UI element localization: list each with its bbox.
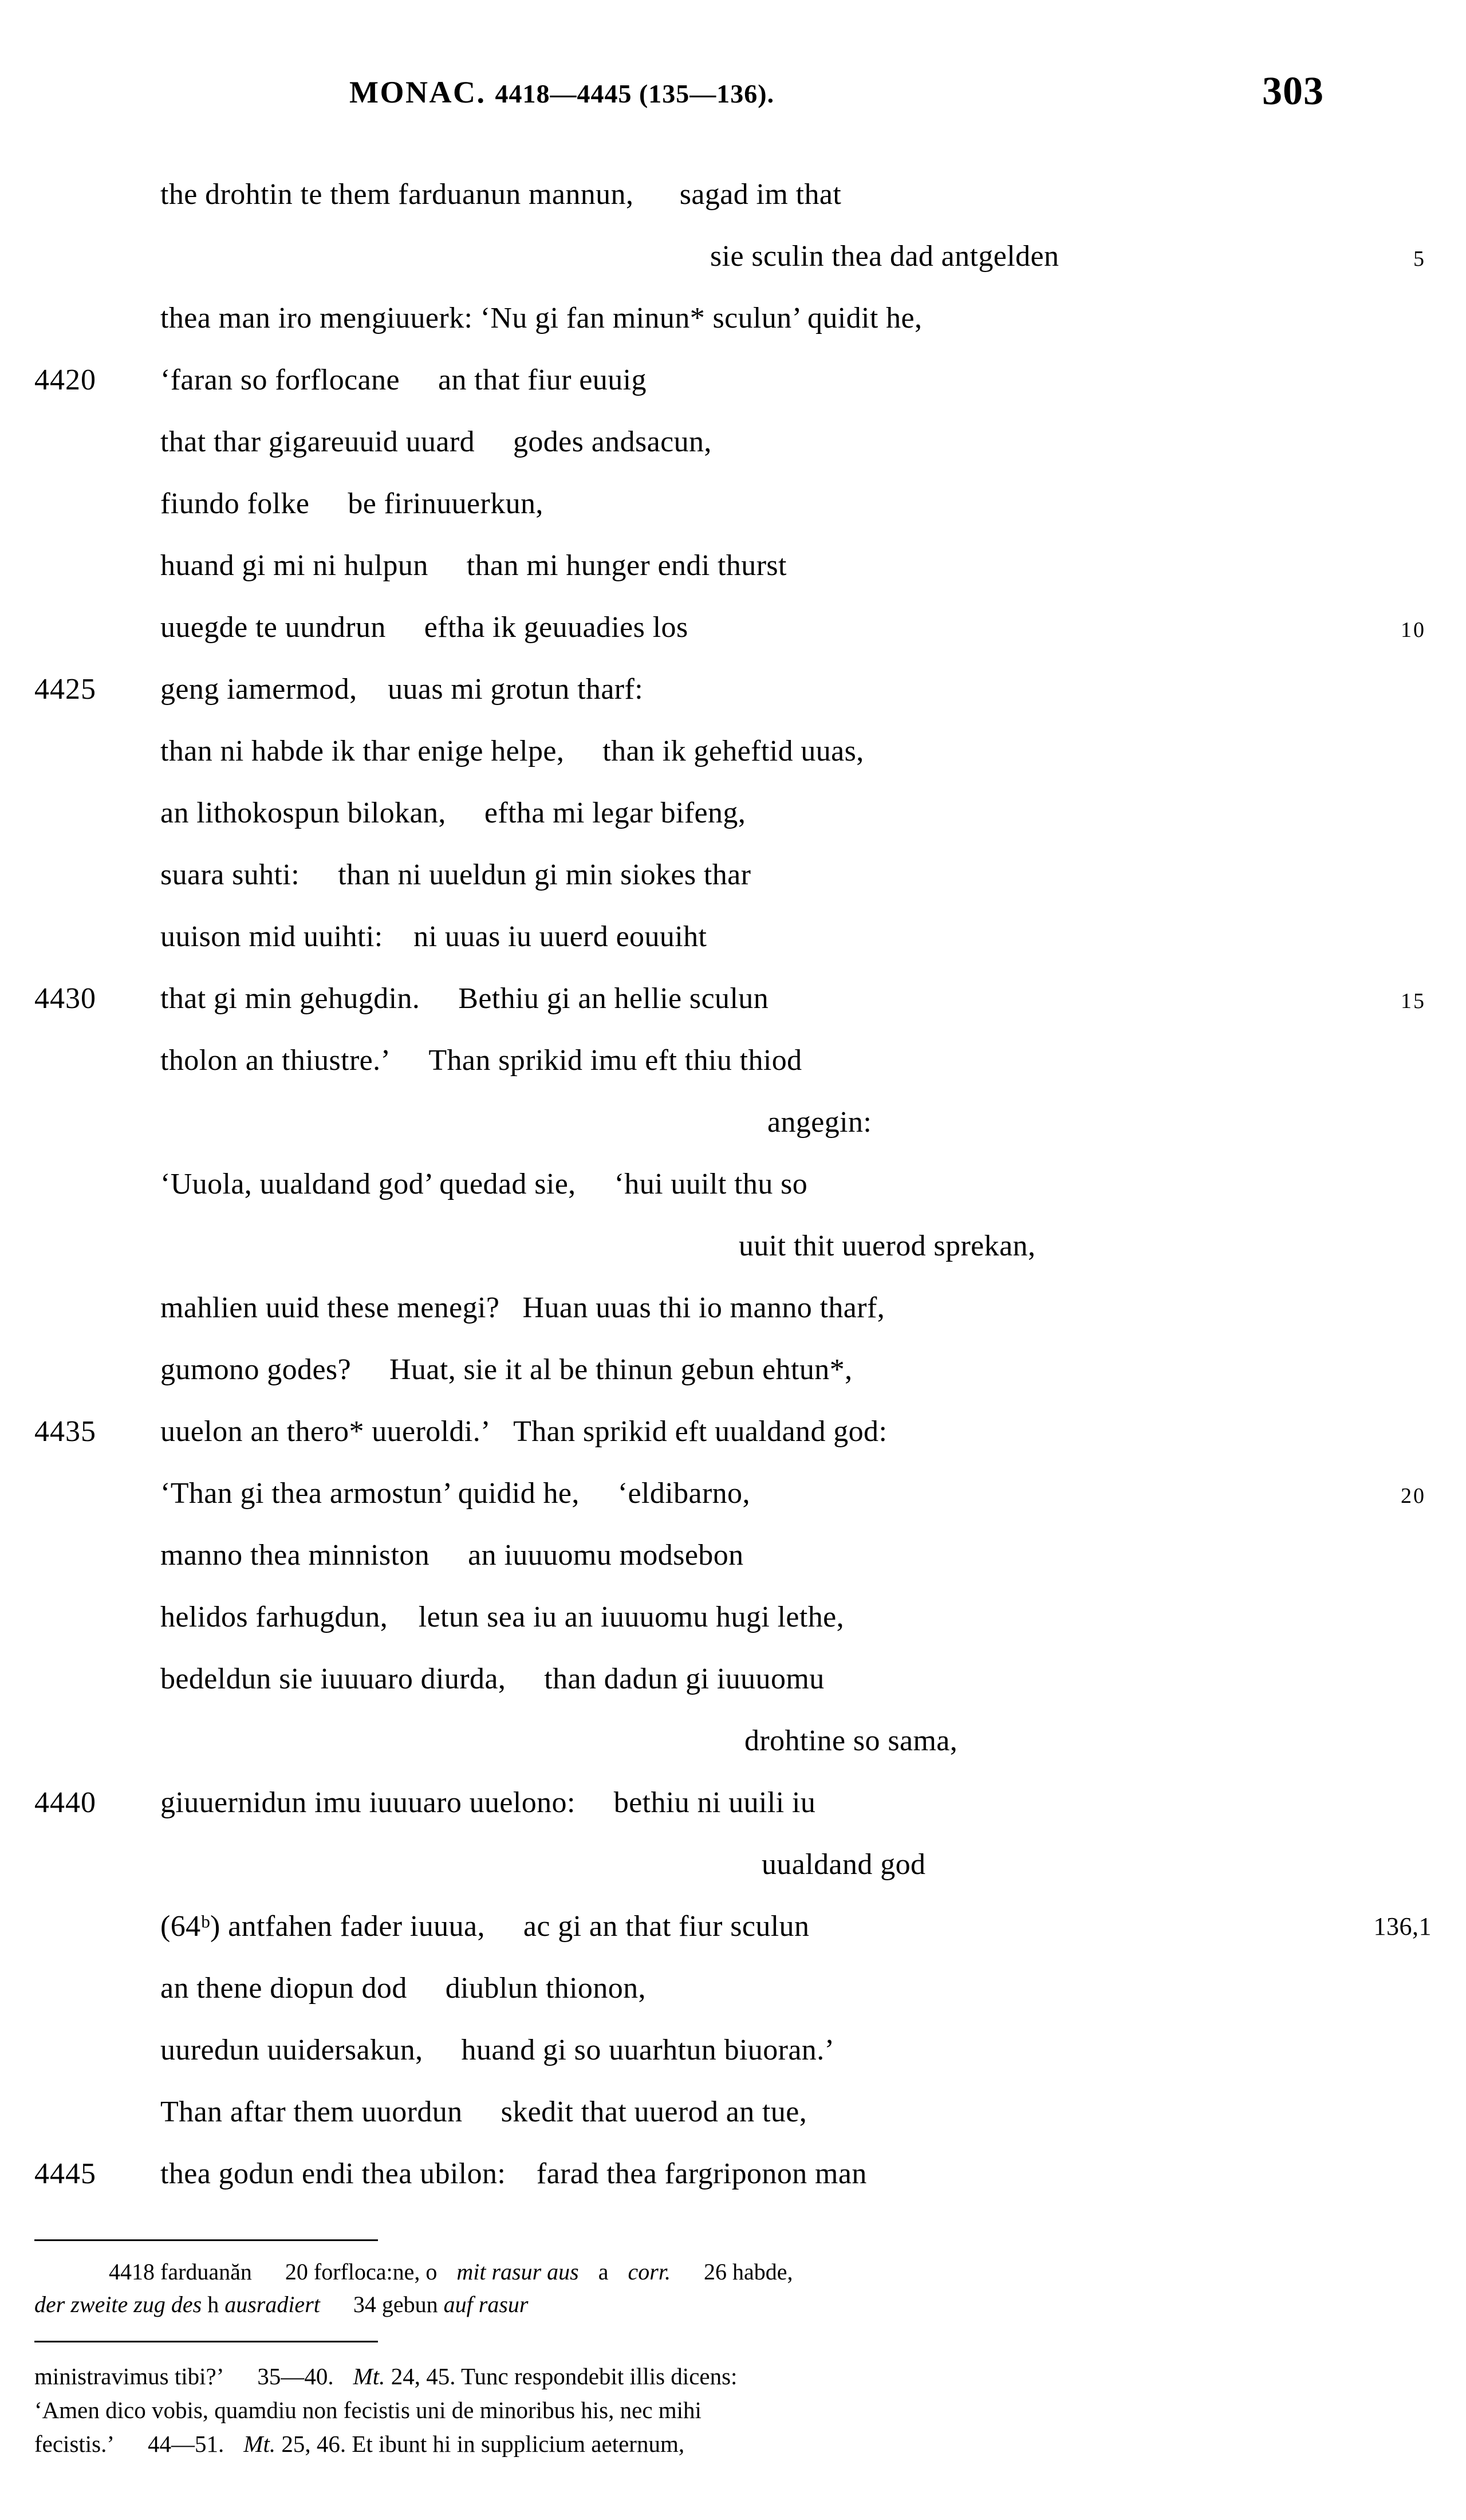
verse-text: giuuernidun imu iuuuaro uuelono: bethiu ni uuili iu [160,1786,816,1819]
verse-number: 4425 [34,673,96,706]
verse-line [34,301,1363,363]
running-title [349,74,774,110]
verse-line [34,2095,1363,2157]
verse-text: an thene diopun dod diublun thionon, [160,1972,646,2005]
verse-line [34,611,1426,672]
variant-corr: corr. [628,2259,671,2285]
page-header [0,69,1466,143]
apparatus-sources-line-2: ‘Amen dico vobis, quamdiu non fecistis uni de minoribus his, nec mihi [34,2397,702,2424]
variant-26: 26 habde, [703,2259,793,2285]
apparatus-rule-top [34,2239,378,2241]
verse-line [34,982,1426,1044]
verse-line [34,2033,1363,2095]
variant-4418: 4418 farduanăn [109,2259,252,2285]
verse-text: mahlien uuid these menegi? Huan uuas thi io manno tharf, [160,1292,885,1324]
verse-number: 4420 [34,364,96,396]
verse-text: sie sculin thea dad antgelden [710,240,1059,273]
verse-text: suara suhti: than ni uueldun gi min siokes thar [160,859,751,891]
apparatus-variants [0,2256,1466,2321]
apparatus-variants-line-1 [34,2256,1397,2289]
variant-letter-h: h [207,2291,219,2317]
verse-line [34,920,1363,982]
page-number: 303 [1262,69,1324,113]
verse-line [34,549,1363,611]
verse-line [34,1044,1363,1105]
margin-line-number: 20 [1401,1484,1426,1508]
verse-line [34,1105,1363,1167]
apparatus-sources-line-1 [34,2360,1403,2393]
verse-line [34,2157,1363,2219]
source-ministravimus: ministravimus tibi?’ [34,2362,224,2389]
manuscript-folio-marker: 136,1 [1373,1912,1432,1940]
verse-text: uuredun uuidersakun, huand gi so uuarhtun biuoran.’ [160,2034,835,2066]
margin-line-number: 10 [1401,618,1426,642]
running-title-main: MONAC. [349,75,486,109]
apparatus-sources [0,2360,1466,2462]
variant-34: 34 gebun [353,2291,438,2317]
variant-note-zweite-zug: der zweite zug des [34,2291,202,2317]
verse-text: than ni habde ik thar enige helpe, than ik geheftid uuas, [160,735,864,767]
verse-line [34,734,1363,796]
verse-text: ‘Uuola, uualdand god’ quedad sie, ‘hui uuilt thu so [160,1168,808,1200]
apparatus-sources-line-3 [34,2427,1403,2461]
verse-text: an lithokospun bilokan, eftha mi legar bifeng, [160,797,746,829]
verse-text: the drohtin te them farduanun mannun, sagad im that [160,178,842,211]
verse-line [34,239,1426,301]
variant-note-auf-rasur: auf rasur [443,2291,529,2317]
verse-text: thea man iro mengiuuerk: ‘Nu gi fan minun* sculun’ quidit he, [160,302,923,334]
verse-line [34,1415,1363,1476]
verse-text: thea godun endi thea ubilon: farad thea fargriponon man [160,2157,867,2190]
verse-number: 4440 [34,1786,96,1819]
verse-line [34,796,1363,858]
verse-text: that gi min gehugdin. Bethiu gi an hellie sculun [160,982,769,1015]
margin-line-number: 15 [1401,989,1426,1013]
verse-text: drohtine so sama, [744,1724,958,1757]
verse-line [34,1538,1363,1600]
verse-line [34,1971,1363,2033]
verse-text: Than aftar them uuordun skedit that uuerod an tue, [160,2096,807,2128]
source-mt-25-46: 25, 46. Et ibunt hi in supplicium aeternum, [281,2431,685,2458]
source-range-35-40: 35—40. [257,2362,334,2389]
verse-number: 4445 [34,2157,96,2190]
verse-text: manno thea minniston an iuuuomu modsebon [160,1539,744,1572]
verse-line [34,1291,1363,1353]
verse-text: uuit thit uuerod sprekan, [739,1230,1036,1262]
verse-text: angegin: [767,1106,872,1139]
verse-line [34,858,1363,920]
verse-line [34,178,1363,239]
verse-line [34,672,1363,734]
variant-note-ausradiert: ausradiert [224,2291,320,2317]
verse-line [34,487,1363,549]
verse-text: (64ᵇ) antfahen fader iuuua, ac gi an that fiur sculun [160,1910,810,1943]
verse-line [34,1167,1363,1229]
verse-line [34,1476,1426,1538]
verse-line [34,1724,1363,1786]
source-mt-24-45: 24, 45. Tunc respondebit illis dicens: [391,2362,738,2389]
verse-number: 4435 [34,1415,96,1448]
verse-line [34,1662,1363,1724]
verse-line [34,1229,1363,1291]
verse-text: ‘faran so forflocane an that fiur euuig [160,364,647,396]
source-range-44-51: 44—51. [148,2431,224,2458]
verse-line [34,1848,1363,1909]
running-title-refs: 4418—4445 (135—136). [495,79,775,108]
source-fecistis: fecistis.’ [34,2431,115,2458]
verse-text: helidos farhugdun, letun sea iu an iuuuomu hugi lethe, [160,1601,845,1633]
verse-body [0,178,1466,2219]
verse-line [34,1353,1363,1415]
apparatus-rule-bottom [34,2341,378,2342]
verse-text: ‘Than gi thea armostun’ quidid he, ‘eldibarno, [160,1477,750,1510]
verse-line [34,425,1363,487]
verse-text: geng iamermod, uuas mi grotun tharf: [160,673,644,706]
verse-text: bedeldun sie iuuuaro diurda, than dadun gi iuuuomu [160,1663,825,1695]
verse-line [34,1600,1363,1662]
variant-note-rasur: mit rasur aus [456,2259,579,2285]
verse-text: uuison mid uuihti: ni uuas iu uuerd eouuiht [160,920,707,953]
verse-text: fiundo folke be firinuuerkun, [160,487,543,520]
verse-text: uuegde te uundrun eftha ik geuuadies los [160,611,688,644]
source-mt-abbrev-1: Mt. [353,2362,385,2389]
verse-text: gumono godes? Huat, sie it al be thinun gebun ehtun*, [160,1353,853,1386]
verse-number: 4430 [34,982,96,1015]
verse-text: tholon an thiustre.’ Than sprikid imu eft thiu thiod [160,1044,802,1077]
verse-line [34,1786,1363,1848]
apparatus-variants-line-2 [34,2289,1397,2321]
verse-text: uualdand god [762,1848,926,1881]
verse-line [34,363,1363,425]
source-mt-abbrev-2: Mt. [243,2431,276,2458]
margin-line-number: 5 [1413,247,1426,271]
verse-line [34,1909,1432,1971]
verse-text: huand gi mi ni hulpun than mi hunger endi thurst [160,549,787,582]
verse-text: uuelon an thero* uueroldi.’ Than sprikid eft uualdand god: [160,1415,888,1448]
variant-letter-a: a [598,2259,609,2285]
variant-20: 20 forfloca:ne, o [285,2259,438,2285]
verse-text: that thar gigareuuid uuard godes andsacun, [160,426,712,458]
